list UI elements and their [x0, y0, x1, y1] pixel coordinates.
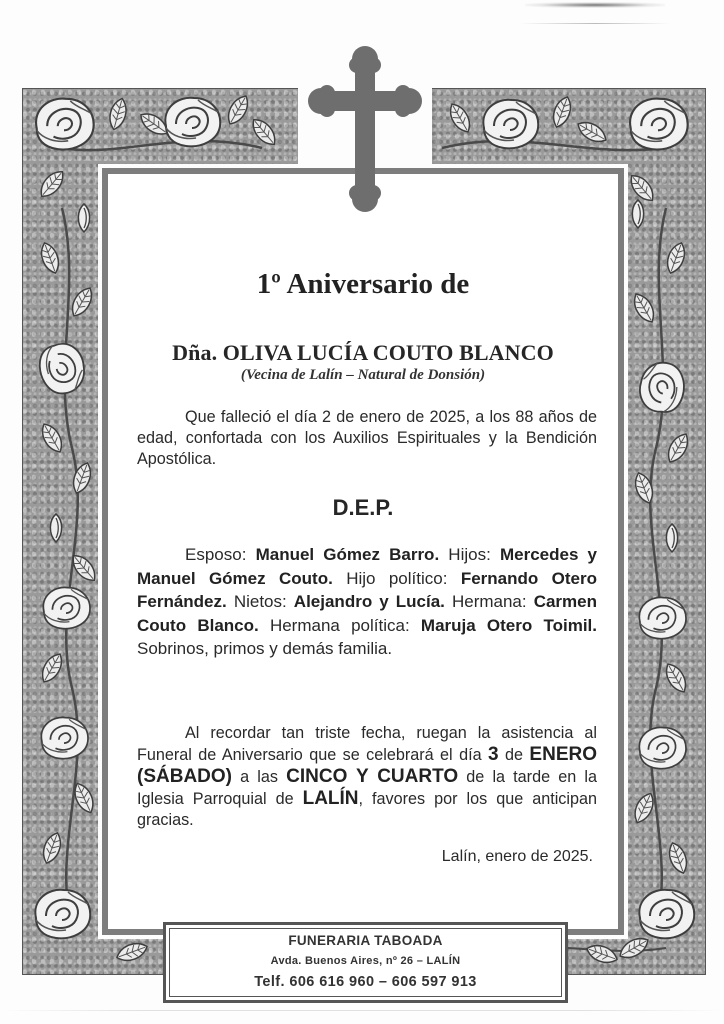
- service-time: CINCO Y CUARTO: [286, 766, 459, 787]
- death-notice-paragraph: [137, 407, 597, 470]
- invitation-text: , favores por los que anticipan gracias.: [137, 790, 598, 829]
- family-closing: Sobrinos, primos y demás familia.: [137, 639, 393, 658]
- invitation-text: de la tarde en la Iglesia Parroquial de: [137, 768, 597, 808]
- family-names: Mercedes y Manuel Gómez Couto.: [137, 545, 597, 588]
- family-names: Alejandro y Lucía.: [293, 592, 445, 611]
- signoff-place-date: Lalín, enero de 2025.: [441, 848, 593, 865]
- family-label: Hijos:: [439, 545, 500, 564]
- family-label: Hijo político:: [332, 568, 461, 588]
- scan-artifact-line: [520, 23, 670, 24]
- family-label: Esposo:: [185, 545, 256, 564]
- invitation-text: Al recordar tan triste fecha, ruegan la asistencia al Funeral de Aniversario que se celebrará el día: [137, 724, 597, 764]
- cross-icon: [305, 43, 425, 215]
- funeral-home-box: [163, 922, 568, 1003]
- family-names: Manuel Gómez Barro.: [255, 545, 440, 564]
- service-day: 3: [488, 744, 499, 765]
- service-weekday: (SÁBADO): [137, 766, 232, 787]
- deceased-name: Dña. OLIVA LUCÍA COUTO BLANCO: [172, 340, 554, 365]
- funeral-home-name: FUNERARIA TABOADA: [288, 933, 443, 948]
- family-names: Carmen Couto Blanco.: [137, 592, 597, 635]
- family-names: Fernando Otero Fernández.: [137, 568, 597, 611]
- family-label: Hermana política:: [258, 615, 421, 635]
- family-label: Nietos:: [226, 592, 294, 611]
- funeral-home-address: Avda. Buenos Aires, nº 26 – LALÍN: [270, 955, 461, 967]
- service-month: ENERO: [529, 744, 597, 765]
- invitation-text: de: [498, 746, 530, 764]
- anniversary-title: 1º Aniversario de: [256, 268, 470, 300]
- family-names: Maruja Otero Toimil.: [420, 615, 597, 635]
- scan-artifact-line: [0, 1010, 724, 1011]
- deceased-origin: (Vecina de Lalín – Natural de Donsión): [240, 367, 486, 383]
- invitation-text: a las: [232, 768, 287, 786]
- service-place: LALÍN: [302, 788, 359, 809]
- invitation-paragraph: [137, 723, 597, 831]
- death-notice-text: Que falleció el día 2 de enero de 2025, a los 88 años de edad, confortada con los Auxilios Espirituales y la Bendición Apostólica.: [137, 408, 597, 468]
- scan-shadow: [525, 2, 665, 8]
- funeral-home-phone: Telf. 606 616 960 – 606 597 913: [254, 974, 477, 990]
- dep-heading: D.E.P.: [332, 495, 394, 520]
- family-label: Hermana:: [444, 592, 534, 611]
- family-paragraph: [137, 543, 597, 661]
